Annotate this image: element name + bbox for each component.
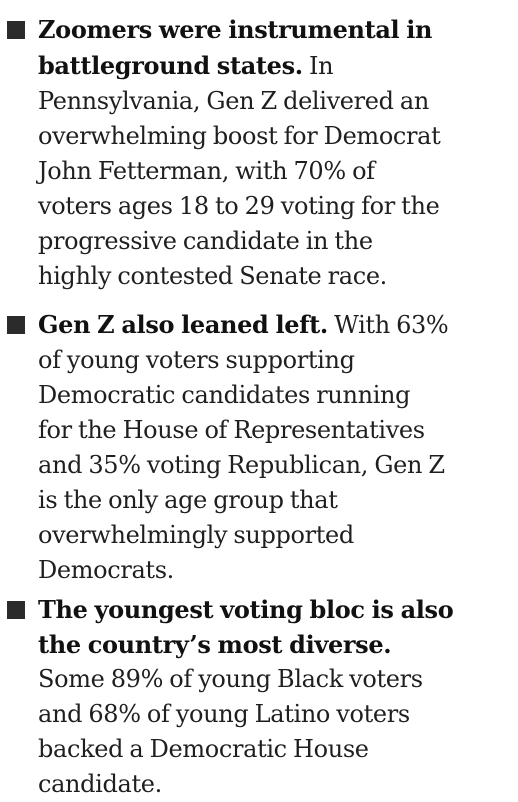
- body-line: for the House of Representatives: [38, 416, 425, 444]
- body-line: and 68% of young Latino voters: [38, 700, 410, 728]
- paragraph-line: [38, 12, 514, 48]
- lead-text: Gen Z also leaned left.: [38, 310, 328, 339]
- paragraph-line: [38, 307, 514, 343]
- square-bullet-icon: [7, 316, 25, 334]
- paragraph-line: [38, 48, 514, 84]
- bullet-paragraph: [38, 592, 514, 802]
- body-text: In: [309, 52, 334, 80]
- square-bullet-icon: [7, 21, 25, 39]
- body-line: Democrats.: [38, 556, 174, 584]
- body-line: candidate.: [38, 770, 162, 798]
- body-line: of young voters supporting: [38, 346, 355, 374]
- body-line: overwhelmingly supported: [38, 521, 354, 549]
- body-line: John Fetterman, with 70% of: [38, 157, 375, 185]
- body-line: and 35% voting Republican, Gen Z: [38, 451, 445, 479]
- body-line: Pennsylvania, Gen Z delivered an: [38, 87, 429, 115]
- lead-text: the country’s most diverse.: [38, 630, 392, 659]
- body-line: backed a Democratic House: [38, 735, 369, 763]
- body-line: highly contested Senate race.: [38, 262, 387, 290]
- body-text: With 63%: [334, 311, 449, 339]
- square-bullet-icon: [7, 601, 25, 619]
- lead-text: battleground states.: [38, 51, 303, 80]
- body-line: progressive candidate in the: [38, 227, 373, 255]
- bullet-paragraph: [38, 307, 514, 588]
- body-line: is the only age group that: [38, 486, 338, 514]
- lead-text: The youngest voting bloc is also: [38, 595, 454, 624]
- lead-text: Zoomers were instrumental in: [38, 15, 433, 44]
- body-line: voters ages 18 to 29 voting for the: [38, 192, 440, 220]
- body-line: Democratic candidates running: [38, 381, 411, 409]
- body-line: overwhelming boost for Democrat: [38, 122, 441, 150]
- body-line: Some 89% of young Black voters: [38, 665, 423, 693]
- bullet-paragraph: [38, 12, 514, 294]
